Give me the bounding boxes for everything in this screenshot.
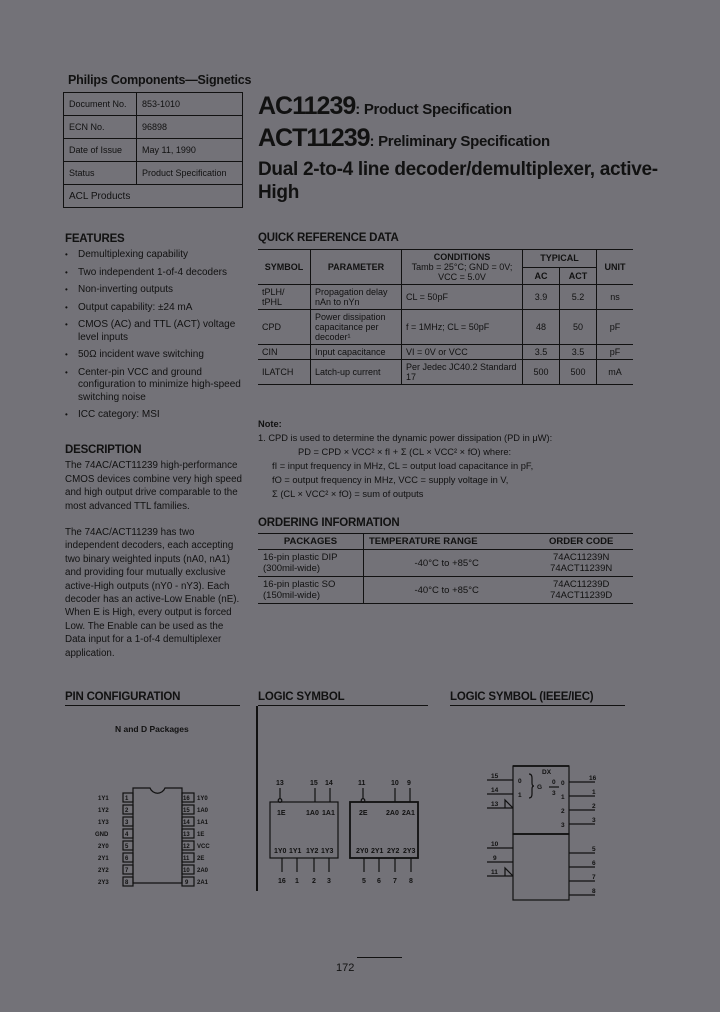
ordering-section [258,517,633,604]
logic-symbol-diagram [260,770,430,890]
pin-number: 16 [589,775,597,782]
cell-unit: pF [597,310,634,345]
cell-conditions: f = 1MHz; CL = 50pF [402,310,523,345]
cell-conditions: CL = 50pF [402,285,523,310]
column-divider [256,706,258,891]
logic-symbol-section [258,691,428,706]
cell-ac: 500 [523,360,560,385]
inner-output-label: 3 [561,822,565,829]
description-heading: DESCRIPTION [65,444,142,456]
col-unit: UNIT [597,250,634,285]
doc-info-value: Product Specification [137,162,243,185]
pin-number: 6 [125,856,129,862]
pin-number: 3 [327,878,331,885]
cell-temperature: -40°C to +85°C [364,577,530,604]
col-act: ACT [560,267,597,285]
order-code: 74AC11239N [553,552,610,563]
inner-output-label: 1 [561,794,565,801]
pin-number: 10 [391,780,399,787]
doc-info-row [64,93,243,116]
cell-package: 16-pin plastic SO (150mil-wide) [258,577,364,604]
table-row [258,285,633,310]
order-code: 74ACT11239D [550,590,613,601]
features-section [65,233,245,427]
brace-icon [529,774,534,798]
input-label: 2E [359,810,368,817]
pin-number: 10 [183,868,190,874]
pin-number: 9 [493,855,497,862]
pin-number: 8 [125,880,129,886]
cell-act: 5.2 [560,285,597,310]
note-line: fI = input frequency in MHz, CL = output load capacitance in pF, [272,461,534,471]
pin-name: 1A0 [197,808,209,814]
pin-name: 2Y1 [98,856,109,862]
feature-item: • 50Ω incident wave switching [65,349,245,362]
description-paragraph: The 74AC/ACT11239 high-performance CMOS devices combine very high speed and high output drive comparable to the most advanced TTL families. [65,460,242,512]
pin-number: 9 [185,880,189,886]
output-label: 1Y1 [289,848,302,855]
col-conditions [402,250,523,285]
inner-input-label: 0 [518,778,522,785]
table-row [258,577,633,604]
pin-number: 10 [491,841,499,848]
cell-order-codes [529,550,633,577]
pin-number: 6 [592,860,596,867]
pin-name: 2A1 [197,880,209,886]
cell-parameter: Power dissipation capacitance per decoder¹ [311,310,402,345]
pin-configuration-heading: PIN CONFIGURATION [65,691,181,703]
dip-pinout-diagram [95,780,215,890]
dx-label: DX [542,769,552,776]
input-label: 1E [277,810,286,817]
cell-act: 3.5 [560,345,597,360]
pin-number: 15 [491,773,499,780]
features-heading: FEATURES [65,233,125,245]
output-label: 2Y0 [356,848,369,855]
pin-configuration-section [65,691,240,706]
input-label: 1A0 [306,810,319,817]
table-row [258,360,633,385]
status-act: : Preliminary Specification [369,133,550,150]
pin-number: 8 [409,878,413,885]
inner-output-label: 0 [561,780,565,787]
output-label: 1Y2 [306,848,319,855]
pin-number: 8 [592,888,596,895]
status-ac: : Product Specification [355,101,512,118]
pin-number: 6 [377,878,381,885]
pin-number: 15 [183,808,190,814]
input-label: 2A1 [402,810,415,817]
features-list [65,249,245,422]
pin-number: 2 [592,803,596,810]
pin-number: 9 [407,780,411,787]
pin-number: 3 [592,817,596,824]
cell-act: 50 [560,310,597,345]
quick-reference-table [258,249,633,385]
ieee-symbol-heading: LOGIC SYMBOL (IEEE/IEC) [450,691,594,703]
part-number-act: ACT11239 [258,124,370,152]
col-parameter: PARAMETER [311,250,402,285]
cell-ac: 3.5 [523,345,560,360]
doc-info-key: Date of Issue [64,139,137,162]
cell-conditions: VI = 0V or VCC [402,345,523,360]
feature-item: • Non-inverting outputs [65,284,245,297]
pin-number: 13 [276,780,284,787]
col-packages: PACKAGES [258,534,364,550]
company-name: Philips Components—Signetics [68,73,252,87]
ieee-lower-block [513,834,569,900]
pin-name: 1A1 [197,820,209,826]
cell-symbol: ILATCH [258,360,311,385]
pin-number: 3 [125,820,129,826]
pin-number: 5 [592,846,596,853]
table-row [258,550,633,577]
pin-number: 7 [125,868,129,874]
pin-number: 13 [491,801,499,808]
order-code: 74AC11239D [553,579,610,590]
cell-parameter: Latch-up current [311,360,402,385]
cell-act: 500 [560,360,597,385]
pin-name: 1Y2 [98,808,109,814]
description-paragraph: The 74AC/ACT11239 has two independent decoders, each accepting two binary weighted inputs (nA0, nA1) and providing four mutually exclusive active-High outputs (nY0 - nY3). Each decoder has an active-Low Enable (nE). When E is High, every output is forced Low. The Enable can be used as the Data input for a 1-of-4 demultiplexer application. [65,527,240,659]
table-row [258,310,633,345]
doc-info-value: 96898 [137,116,243,139]
pin-number: 4 [125,832,129,838]
output-label: 2Y2 [387,848,400,855]
pin-number: 7 [592,874,596,881]
pin-number: 13 [183,832,190,838]
cell-unit: ns [597,285,634,310]
fraction-top: 0 [552,779,556,786]
pin-number: 1 [125,796,129,802]
product-line: ACL Products [64,185,243,208]
doc-info-row [64,162,243,185]
col-order-code: ORDER CODE [529,534,633,550]
doc-info-key: Status [64,162,137,185]
pin-name: 2Y3 [98,880,109,886]
doc-info-value: May 11, 1990 [137,139,243,162]
inner-input-label: 1 [518,792,522,799]
pin-name: 2Y2 [98,868,109,874]
inner-output-label: 2 [561,808,565,815]
device-subtitle: Dual 2-to-4 line decoder/demultiplexer, active-High [258,159,658,203]
output-label: 2Y3 [403,848,416,855]
description-section [65,444,245,673]
pin-number: 7 [393,878,397,885]
pin-number: 15 [310,780,318,787]
pin-number: 14 [183,820,190,826]
cell-unit: mA [597,360,634,385]
note-formula: PD = CPD × VCC² × fI + Σ (CL × VCC² × fO) where: [298,447,512,457]
pin-number: 16 [278,878,286,885]
pin-number: 5 [125,844,129,850]
doc-info-row [64,116,243,139]
ieee-logic-symbol-diagram [485,762,615,902]
title-act [258,124,550,153]
pin-name: 1Y0 [197,796,208,802]
feature-item: • Two independent 1-of-4 decoders [65,267,245,280]
page-number: 172 [336,962,355,974]
cell-ac: 48 [523,310,560,345]
pin-number: 1 [295,878,299,885]
cell-package: 16-pin plastic DIP (300mil-wide) [258,550,364,577]
ic-body [133,788,182,883]
pin-name: 2A0 [197,868,209,874]
pin-number: 11 [491,869,498,876]
cell-symbol: CPD [258,310,311,345]
cell-symbol: tPLH/ tPHL [258,285,311,310]
feature-item: • ICC category: MSI [65,409,245,422]
doc-info-key: ECN No. [64,116,137,139]
pin-number: 16 [183,796,190,802]
col-typical: TYPICAL [523,250,597,268]
pin-number: 12 [183,844,190,850]
fraction-bottom: 3 [552,790,556,797]
input-label: 2A0 [386,810,399,817]
cell-order-codes [529,577,633,604]
conditions-sub1: Tamb = 25°C; GND = 0V; [411,262,513,272]
g-label: G [537,784,543,791]
ordering-heading: ORDERING INFORMATION [258,517,400,529]
pin-name: VCC [197,844,210,850]
document-info-table [63,92,243,208]
pin-name: 2Y0 [98,844,109,850]
cell-unit: pF [597,345,634,360]
feature-item: • Output capability: ±24 mA [65,302,245,315]
pin-number: 11 [183,856,190,862]
feature-item: • Center-pin VCC and ground configuration to minimize high-speed switching noise [65,367,245,405]
conditions-sub2: VCC = 5.0V [438,272,486,282]
doc-info-value: 853-1010 [137,93,243,116]
conditions-label: CONDITIONS [433,252,491,262]
cell-parameter: Input capacitance [311,345,402,360]
col-ac: AC [523,267,560,285]
pin-number: 11 [358,780,366,787]
pin-number: 14 [491,787,499,794]
pin-name: 1Y1 [98,796,109,802]
output-label: 1Y3 [321,848,334,855]
cell-temperature: -40°C to +85°C [364,550,530,577]
note-line: 1. CPD is used to determine the dynamic power dissipation (PD in μW): [258,433,553,443]
pin-name: 1E [197,832,205,838]
doc-info-row [64,185,243,208]
package-label: N and D Packages [115,724,189,734]
col-symbol: SYMBOL [258,250,311,285]
output-label: 1Y0 [274,848,287,855]
logic-symbol-heading: LOGIC SYMBOL [258,691,345,703]
col-temperature: TEMPERATURE RANGE [364,534,530,550]
quick-reference-section [258,232,633,385]
cell-parameter: Propagation delay nAn to nYn [311,285,402,310]
pin-number: 5 [362,878,366,885]
footer-rule [357,957,402,958]
cell-symbol: CIN [258,345,311,360]
output-label: 2Y1 [371,848,384,855]
pin-number: 1 [592,789,596,796]
note-label: Note: [258,419,282,429]
pin-name: 2E [197,856,205,862]
pin-name: 1Y3 [98,820,109,826]
input-label: 1A1 [322,810,335,817]
order-code: 74ACT11239N [550,563,613,574]
cell-conditions: Per Jedec JC40.2 Standard 17 [402,360,523,385]
quick-reference-heading: QUICK REFERENCE DATA [258,232,399,244]
ieee-symbol-section [450,691,625,706]
ordering-table [258,533,633,604]
cell-ac: 3.9 [523,285,560,310]
pin-name: GND [95,832,109,838]
pin-number: 2 [312,878,316,885]
table-row [258,345,633,360]
part-number-ac: AC11239 [258,92,356,120]
doc-info-row [64,139,243,162]
note-line: Σ (CL × VCC² × fO) = sum of outputs [272,489,424,499]
feature-item: • CMOS (AC) and TTL (ACT) voltage level inputs [65,319,245,344]
notes-section [258,417,633,501]
note-line: fO = output frequency in MHz, VCC = supply voltage in V, [272,475,509,485]
pin-number: 2 [125,808,129,814]
title-ac [258,92,512,121]
feature-item: • Demultiplexing capability [65,249,245,262]
pin-number: 14 [325,780,333,787]
doc-info-key: Document No. [64,93,137,116]
